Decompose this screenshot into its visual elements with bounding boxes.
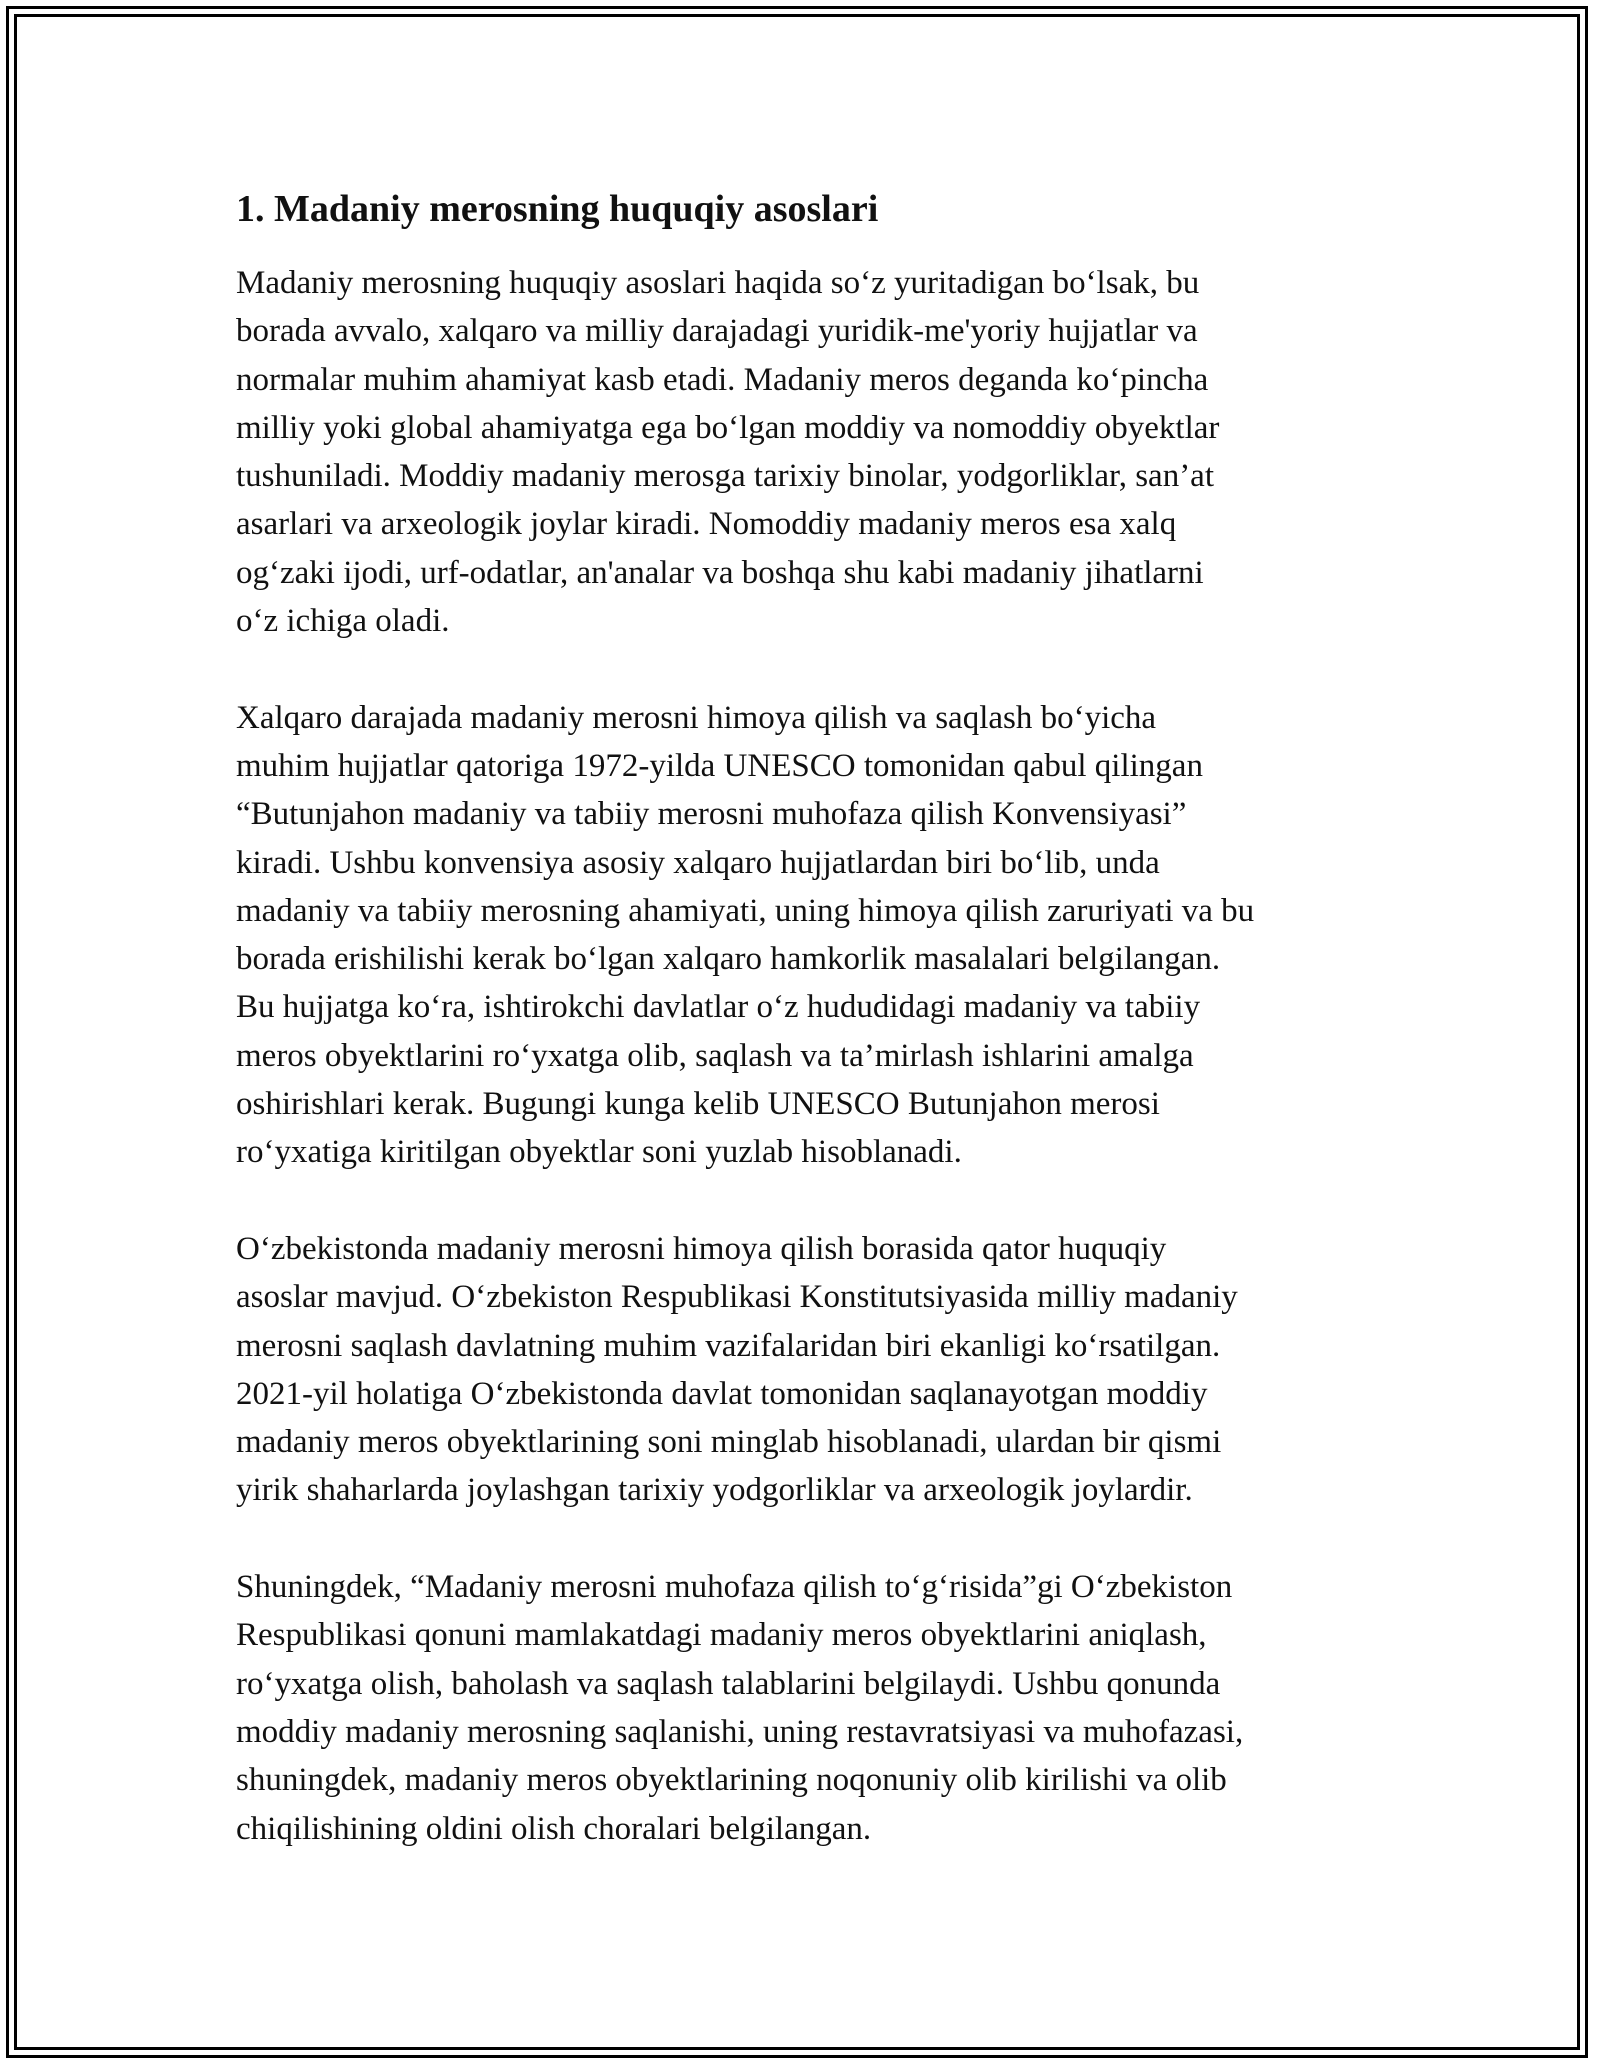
text-line: Bu hujjatga ko‘ra, ishtirokchi davlatlar o‘z hududidagi madaniy va tabiiy (236, 989, 1201, 1026)
text-line: asoslar mavjud. O‘zbekiston Respublikasi Konstitutsiyasida milliy madaniy (236, 1279, 1238, 1316)
text-line: shuningdek, madaniy meros obyektlarining noqonuniy olib kirilishi va olib (236, 1762, 1227, 1799)
section-heading: 1. Madaniy merosning huquqiy asoslari (236, 188, 879, 230)
text-line: Xalqaro darajada madaniy merosni himoya qilish va saqlash bo‘yicha (236, 699, 1157, 736)
text-line: oshirishlari kerak. Bugungi kunga kelib UNESCO Butunjahon merosi (236, 1086, 1160, 1123)
text-line: milliy yoki global ahamiyatga ega bo‘lgan moddiy va nomoddiy obyektlar (236, 409, 1220, 446)
text-line: yirik shaharlarda joylashgan tarixiy yodgorliklar va arxeologik joylardir. (236, 1472, 1193, 1509)
text-line: muhim hujjatlar qatoriga 1972-yilda UNESCO tomonidan qabul qilingan (236, 747, 1203, 784)
paragraph-2 (236, 694, 1376, 1177)
text-line: ro‘yxatga olish, baholash va saqlash talablarini belgilaydi. Ushbu qonunda (236, 1665, 1221, 1702)
text-line: normalar muhim ahamiyat kasb etadi. Madaniy meros deganda ko‘pincha (236, 361, 1209, 398)
text-line: asarlari va arxeologik joylar kiradi. Nomoddiy madaniy meros esa xalq (236, 506, 1177, 543)
text-line: og‘zaki ijodi, urf-odatlar, an'analar va boshqa shu kabi madaniy jihatlarni (236, 554, 1204, 591)
text-line: moddiy madaniy merosning saqlanishi, uning restavratsiyasi va muhofazasi, (236, 1713, 1244, 1750)
text-line: meros obyektlarini ro‘yxatga olib, saqlash va ta’mirlash ishlarini amalga (236, 1037, 1194, 1074)
text-line: “Butunjahon madaniy va tabiiy merosni muhofaza qilish Konvensiyasi” (236, 796, 1187, 833)
text-line: borada avvalo, xalqaro va milliy darajadagi yuridik-me'yoriy hujjatlar va (236, 313, 1198, 350)
text-line: O‘zbekistonda madaniy merosni himoya qilish borasida qator huquqiy (236, 1230, 1167, 1267)
text-line: merosni saqlash davlatning muhim vazifalaridan biri ekanligi ko‘rsatilgan. (236, 1327, 1221, 1364)
text-line: madaniy va tabiiy merosning ahamiyati, uning himoya qilish zaruriyati va bu (236, 892, 1255, 929)
text-line: tushuniladi. Moddiy madaniy merosga tarixiy binolar, yodgorliklar, san’at (236, 458, 1214, 495)
document-body (236, 184, 1376, 1901)
paragraph-3 (236, 1225, 1376, 1515)
paragraph-1 (236, 259, 1376, 645)
text-line: ro‘yxatiga kiritilgan obyektlar soni yuzlab hisoblanadi. (236, 1134, 962, 1171)
text-line: madaniy meros obyektlarining soni minglab hisoblanadi, ulardan bir qismi (236, 1424, 1222, 1461)
text-line: Madaniy merosning huquqiy asoslari haqida so‘z yuritadigan bo‘lsak, bu (236, 265, 1200, 301)
paragraph-4 (236, 1563, 1376, 1853)
text-line: kiradi. Ushbu konvensiya asosiy xalqaro hujjatlardan biri bo‘lib, unda (236, 844, 1160, 881)
text-line: 2021-yil holatiga O‘zbekistonda davlat tomonidan saqlanayotgan moddiy (236, 1375, 1208, 1412)
text-line: chiqilishining oldini olish choralari belgilangan. (236, 1810, 872, 1847)
text-line: Shuningdek, “Madaniy merosni muhofaza qilish to‘g‘risida”gi O‘zbekiston (236, 1569, 1233, 1606)
text-line: borada erishilishi kerak bo‘lgan xalqaro hamkorlik masalalari belgilangan. (236, 941, 1221, 978)
text-line: Respublikasi qonuni mamlakatdagi madaniy meros obyektlarini aniqlash, (236, 1617, 1207, 1654)
text-line: o‘z ichiga oladi. (236, 603, 450, 640)
